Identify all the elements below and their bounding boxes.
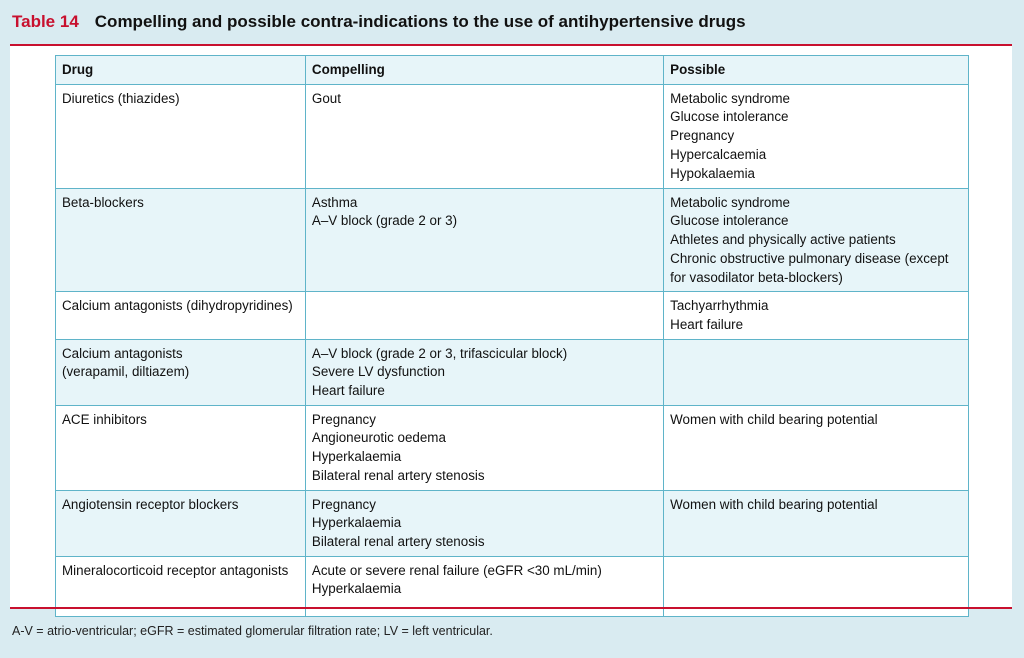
cell-compelling — [305, 405, 663, 490]
cell-drug — [56, 490, 306, 556]
table-row — [56, 339, 969, 405]
possible-line: Women with child bearing potential — [670, 411, 878, 427]
compelling-line: Angioneurotic oedema — [311, 430, 446, 446]
compelling-line: Bilateral renal artery stenosis — [311, 467, 485, 483]
cell-compelling — [305, 84, 663, 188]
drug-line: Mineralocorticoid receptor antagonists — [62, 562, 289, 578]
cell-drug — [56, 292, 306, 339]
compelling-line: Pregnancy — [311, 496, 376, 512]
compelling-line: Pregnancy — [311, 411, 376, 427]
possible-line: Glucose intolerance — [670, 109, 789, 125]
cell-drug — [56, 339, 306, 405]
compelling-line: Heart failure — [311, 383, 385, 399]
drug-line: Diuretics (thiazides) — [62, 90, 180, 106]
compelling-line: Severe LV dysfunction — [311, 364, 445, 380]
drug-line: ACE inhibitors — [62, 411, 147, 427]
header-drug: Drug — [56, 56, 306, 85]
cell-possible — [664, 188, 969, 292]
header-possible: Possible — [664, 56, 969, 85]
drug-line: Angiotensin receptor blockers — [62, 496, 239, 512]
table-row — [56, 490, 969, 556]
drug-line: Calcium antagonists — [62, 345, 183, 361]
drug-line: Beta-blockers — [62, 194, 144, 210]
possible-line: Metabolic syndrome — [670, 194, 790, 210]
cell-drug — [56, 188, 306, 292]
possible-line: Tachyarrhythmia — [670, 298, 769, 314]
cell-possible — [664, 405, 969, 490]
compelling-line: Gout — [311, 90, 341, 106]
table-title: Compelling and possible contra-indications to the use of antihypertensive drugs — [94, 12, 746, 31]
cell-drug — [56, 405, 306, 490]
drug-line: Calcium antagonists (dihydropyridines) — [62, 298, 293, 314]
cell-possible — [664, 490, 969, 556]
possible-line: Heart failure — [670, 316, 744, 332]
possible-line: for vasodilator beta-blockers) — [670, 269, 843, 285]
table-row — [56, 84, 969, 188]
header-compelling: Compelling — [305, 56, 663, 85]
table-panel — [10, 46, 1012, 607]
compelling-line: Hyperkalaemia — [311, 449, 402, 465]
compelling-line: A–V block (grade 2 or 3, trifascicular block) — [311, 345, 568, 361]
compelling-line: Hyperkalaemia — [311, 515, 402, 531]
possible-line: Women with child bearing potential — [670, 496, 878, 512]
footnote: A-V = atrio-ventricular; eGFR = estimated glomerular filtration rate; LV = left ventricular. — [12, 624, 493, 638]
bottom-rule — [10, 607, 1012, 609]
cell-possible — [664, 339, 969, 405]
compelling-line: A–V block (grade 2 or 3) — [311, 213, 458, 229]
header-row — [56, 56, 969, 85]
cell-possible — [664, 292, 969, 339]
contraindications-table — [55, 55, 969, 617]
compelling-line: Asthma — [311, 194, 358, 210]
cell-compelling — [305, 339, 663, 405]
compelling-line: Hyperkalaemia — [311, 581, 402, 597]
cell-drug — [56, 84, 306, 188]
table-caption — [0, 0, 1024, 44]
possible-line: Chronic obstructive pulmonary disease (except — [670, 250, 949, 266]
possible-line: Glucose intolerance — [670, 213, 789, 229]
possible-line: Metabolic syndrome — [670, 90, 790, 106]
cell-compelling — [305, 490, 663, 556]
possible-line: Hypokalaemia — [670, 165, 756, 181]
compelling-line: Acute or severe renal failure (eGFR <30 mL/min) — [311, 562, 602, 578]
drug-line: (verapamil, diltiazem) — [62, 364, 190, 380]
table-row — [56, 292, 969, 339]
cell-compelling — [305, 188, 663, 292]
table-row — [56, 405, 969, 490]
possible-line: Hypercalcaemia — [670, 146, 767, 162]
possible-line: Athletes and physically active patients — [670, 232, 896, 248]
table-number: Table 14 — [12, 12, 79, 31]
cell-possible — [664, 84, 969, 188]
table-row — [56, 188, 969, 292]
possible-line: Pregnancy — [670, 128, 735, 144]
compelling-line: Bilateral renal artery stenosis — [311, 533, 485, 549]
cell-compelling — [305, 292, 663, 339]
